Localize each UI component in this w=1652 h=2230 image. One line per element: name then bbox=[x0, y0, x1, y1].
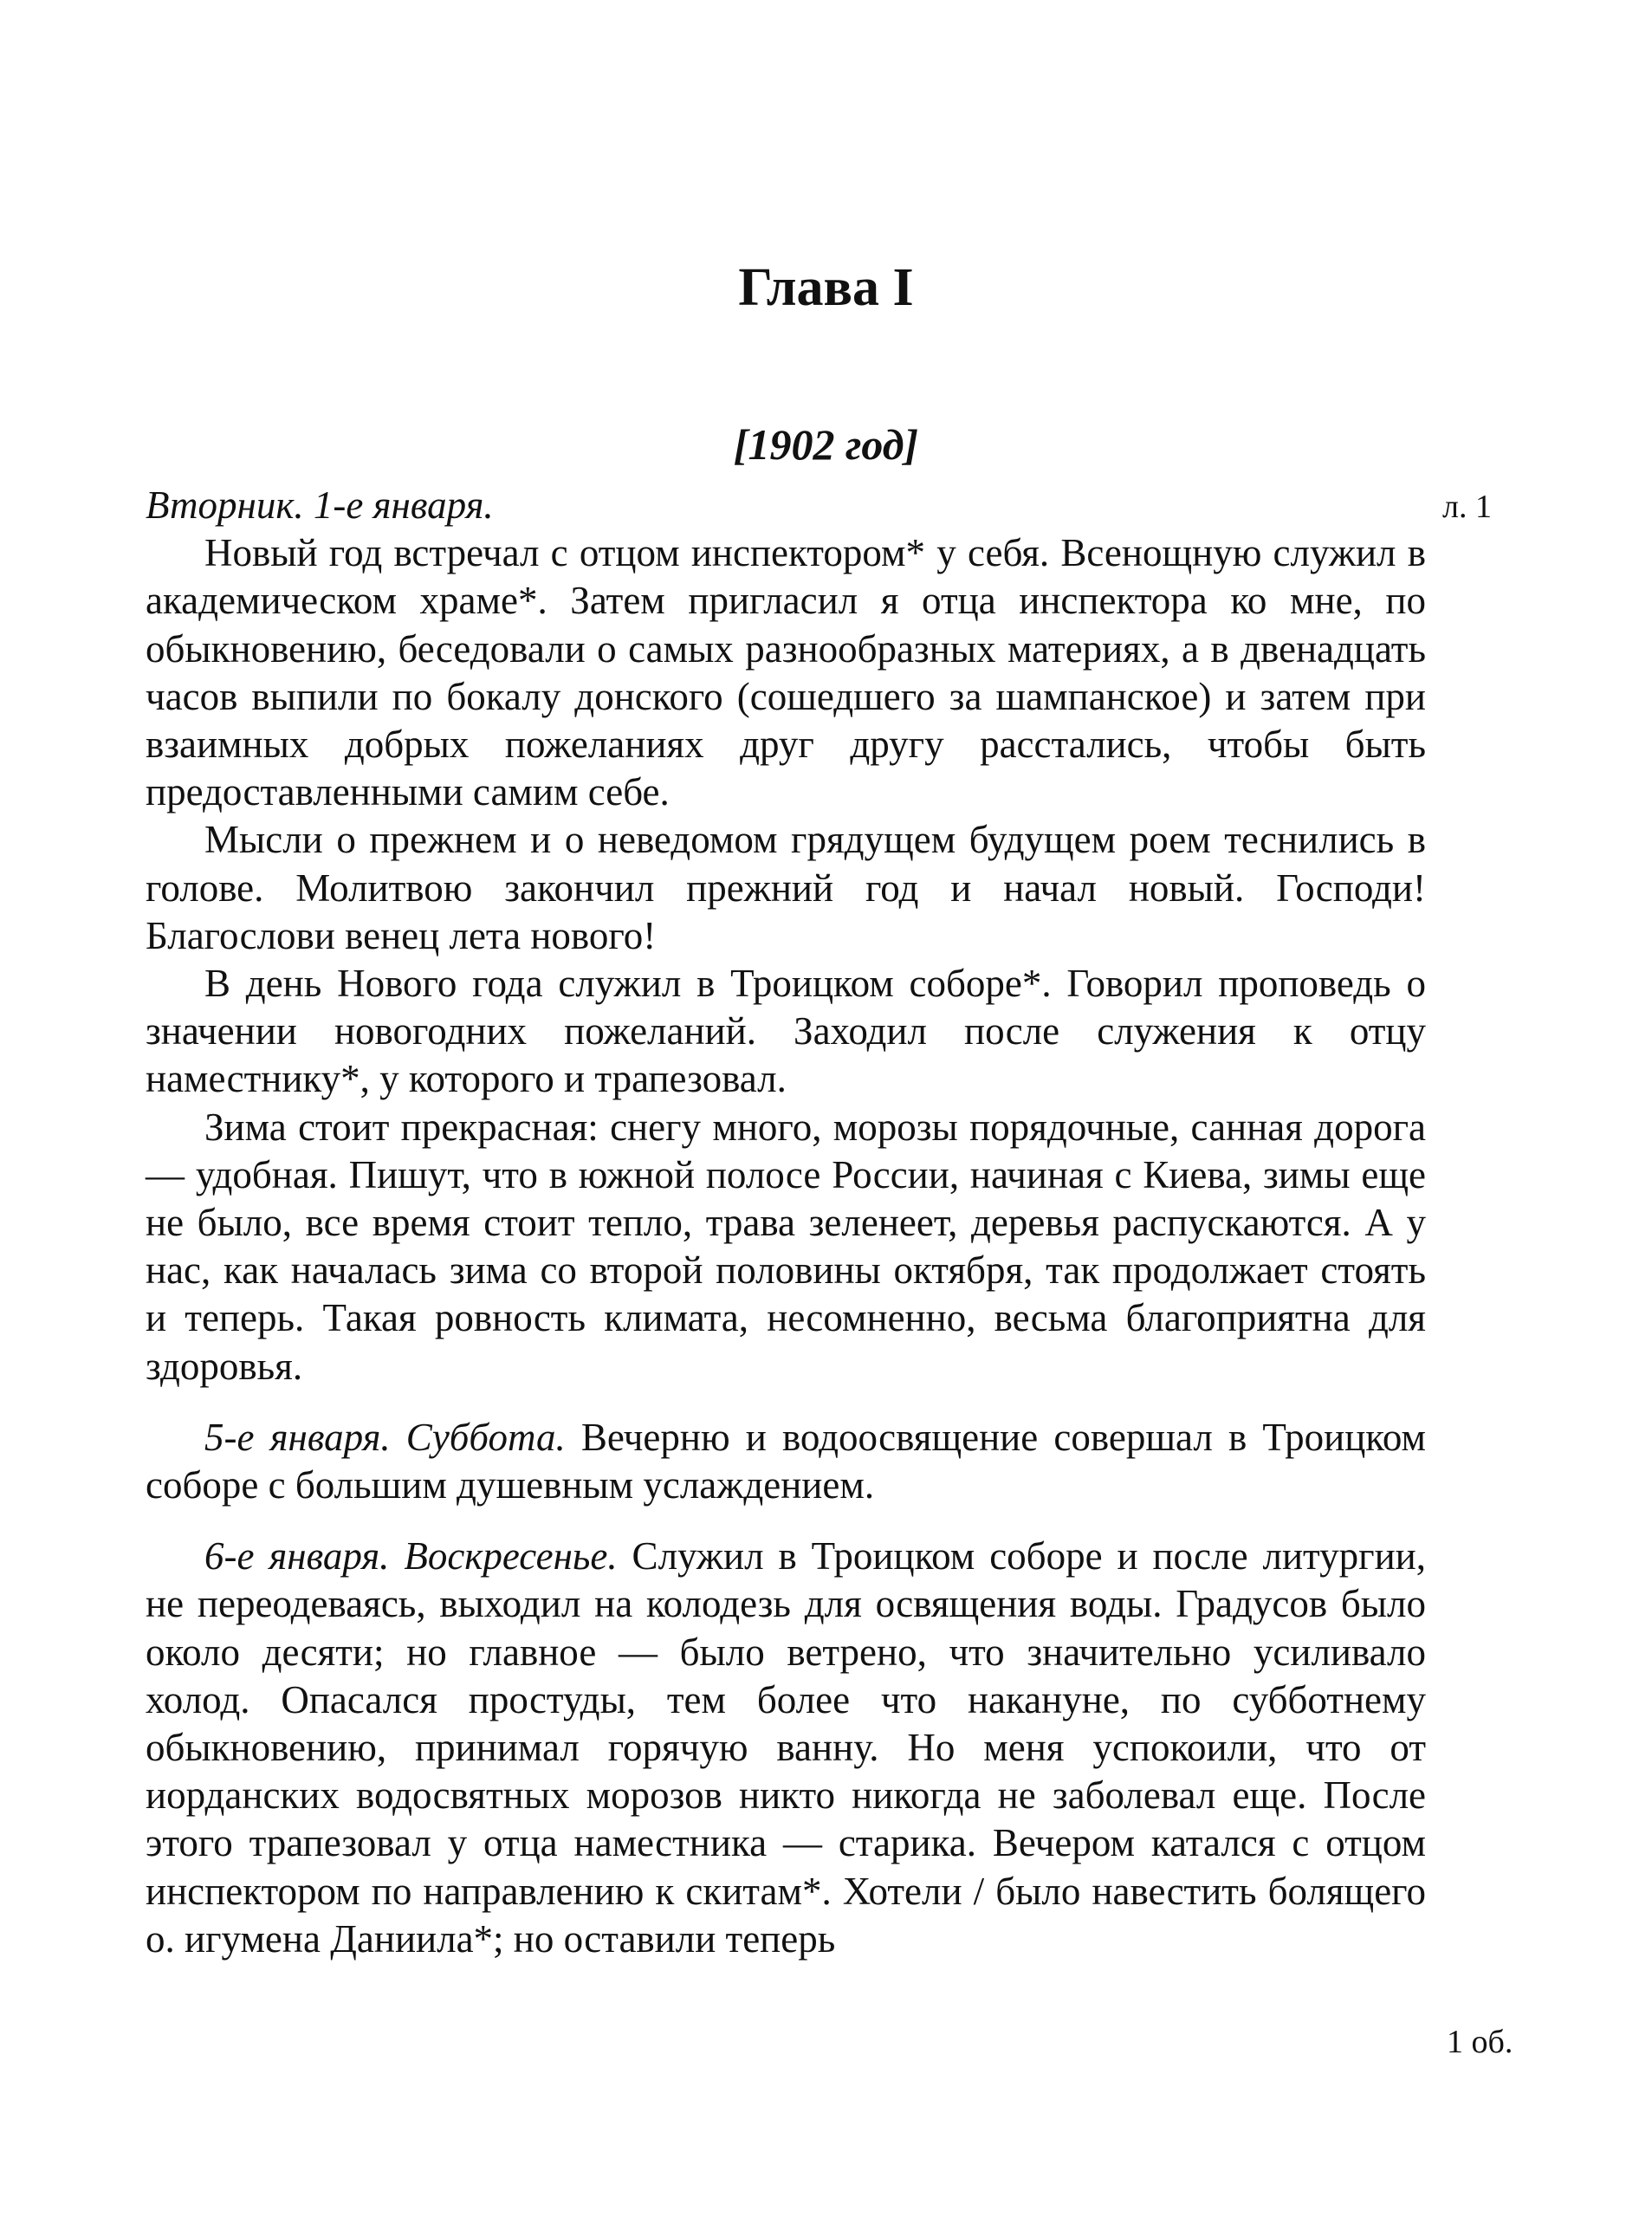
chapter-title: Глава I bbox=[738, 258, 914, 317]
entry-text: Вечерню и водоосвящение совершал в Троицком соборе с большим душевным услаждением. bbox=[146, 1415, 1426, 1507]
entry-text: Служил в Троицком соборе и после литургии, не переодеваясь, выходил на колодезь для освящения воды. Градусов было около десяти; но главное — было ветрено, что значительно усиливало холод. Опасался простуды, тем более что накануне, по субботнему обыкновению, принимал горячую ванну. Но меня успокоили, что от иорданских водосвятных морозов никто никогда не заболевал еще. После этого трапезовал у отца наместника — старика. Вечером катался с отцом инспектором по направлению к скитам*. Хотели / было навестить болящего о. игумена Даниила*; но оставили теперь bbox=[146, 1534, 1426, 1961]
diary-entry bbox=[146, 1533, 1426, 1963]
diary-entry bbox=[146, 1414, 1426, 1509]
body-text bbox=[146, 482, 1426, 1963]
margin-note-folio-1: л. 1 bbox=[1442, 489, 1492, 525]
paragraph: Мысли о прежнем и о неведомом грядущем будущем роем теснились в голове. Молитвою закончил прежний год и начал новый. Господи! Благослови венец лета нового! bbox=[146, 818, 1426, 957]
entry-date-heading: Вторник. 1-е января. bbox=[146, 483, 494, 527]
paragraph: Зима стоит прекрасная: снегу много, морозы порядочные, санная дорога — удобная. Пишут, что в южной полосе России, начиная с Киева, зимы еще не было, все время стоит тепло, трава зеленеет, деревья распускаются. А у нас, как началась зима со второй половины октября, так продолжает стоять и теперь. Такая ровность климата, несомненно, весьма благоприятна для здоровья. bbox=[146, 1105, 1426, 1388]
entry-date-heading: 5-е января. Суббота. bbox=[204, 1415, 566, 1459]
paragraph: Новый год встречал с отцом инспектором* у себя. Всенощную служил в академическом храме*. Затем пригласил я отца инспектора ко мне, по обыкновению, беседовали о самых разнообразных материях, а в двенадцать часов выпили по бокалу донского (сошедшего за шампанское) и затем при взаимных добрых пожеланиях друг другу расстались, чтобы быть предоставленными самим себе. bbox=[146, 531, 1426, 814]
year-heading: [1902 год] bbox=[733, 420, 919, 469]
paragraph: В день Нового года служил в Троицком соборе*. Говорил проповедь о значении новогодних пожеланий. Заходил после служения к отцу наместнику*, у которого и трапезовал. bbox=[146, 962, 1426, 1101]
margin-note-folio-1-verso: 1 об. bbox=[1447, 2024, 1513, 2060]
entry-date-heading: 6-е января. Воскресенье. bbox=[204, 1534, 618, 1579]
